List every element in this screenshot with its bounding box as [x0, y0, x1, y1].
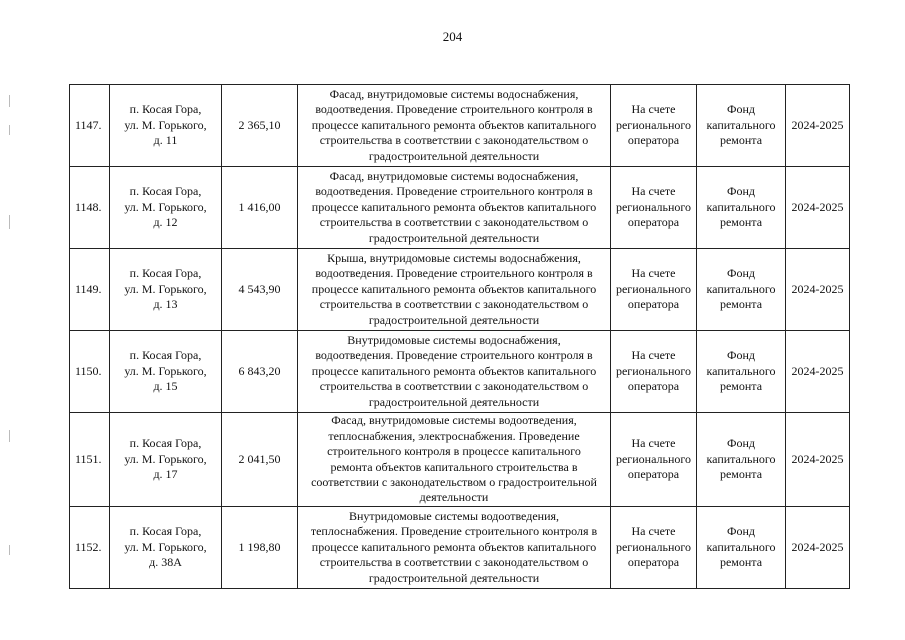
works-description-cell: [298, 507, 611, 589]
address-cell-line: п. Косая Гора,: [129, 436, 202, 451]
account-cell-line: регионального: [615, 363, 692, 378]
table-row: [70, 85, 850, 167]
account-cell-line: регионального: [615, 539, 692, 554]
address-cell: [110, 413, 222, 507]
margin-mark: [9, 545, 10, 555]
funding-source-cell-line: капитального: [706, 539, 776, 554]
account-cell: [611, 331, 697, 413]
works-description-cell-line: градостроительной деятельности: [368, 148, 540, 163]
address-cell: [110, 331, 222, 413]
account-cell-line: оператора: [627, 555, 680, 570]
account-cell: [611, 249, 697, 331]
funding-source-cell-line: капитального: [706, 117, 776, 132]
works-description-cell-line: Фасад, внутридомовые системы водоотведения,: [331, 413, 577, 428]
works-description-cell-line: строительного контроля в процессе капитального: [327, 444, 581, 459]
works-description-cell-line: строительства в соответствии с законодательством о: [319, 133, 589, 148]
address-cell-line: п. Косая Гора,: [129, 266, 202, 281]
account-cell-line: На счете: [631, 524, 676, 539]
margin-mark: [9, 430, 10, 442]
account-cell-line: На счете: [631, 436, 676, 451]
funding-source-cell-line: капитального: [706, 281, 776, 296]
address-cell-line: ул. М. Горького,: [124, 451, 207, 466]
account-cell-line: На счете: [631, 348, 676, 363]
cost-cell: 1 416,00: [222, 167, 298, 249]
cost-cell: 2 041,50: [222, 413, 298, 507]
period-cell: 2024-2025: [786, 85, 850, 167]
address-cell-line: д. 11: [153, 133, 178, 148]
works-description-cell-line: процессе капитального ремонта объектов капитального: [311, 539, 597, 554]
cost-cell: 6 843,20: [222, 331, 298, 413]
works-description-cell-line: водоотведения. Проведение строительного контроля в: [315, 184, 593, 199]
works-description-cell-line: градостроительной деятельности: [368, 394, 540, 409]
funding-source-cell-line: Фонд: [726, 348, 755, 363]
funding-source-cell: [697, 507, 786, 589]
account-cell: [611, 167, 697, 249]
margin-mark: [9, 215, 10, 229]
period-cell: 2024-2025: [786, 331, 850, 413]
row-number: 1148.: [70, 167, 110, 249]
address-cell: [110, 167, 222, 249]
account-cell-line: оператора: [627, 467, 680, 482]
works-description-cell-line: водоотведения. Проведение строительного контроля в: [315, 348, 593, 363]
works-description-cell-line: градостроительной деятельности: [368, 570, 540, 585]
row-number: 1149.: [70, 249, 110, 331]
account-cell-line: оператора: [627, 133, 680, 148]
address-cell-line: ул. М. Горького,: [124, 117, 207, 132]
margin-mark: [9, 95, 10, 107]
funding-source-cell-line: ремонта: [719, 555, 763, 570]
table-row: [70, 413, 850, 507]
address-cell-line: д. 13: [153, 297, 178, 312]
table-row: [70, 249, 850, 331]
account-cell-line: оператора: [627, 379, 680, 394]
page-number: 204: [442, 29, 463, 44]
account-cell-line: На счете: [631, 266, 676, 281]
works-description-cell-line: теплоснабжения, электроснабжения. Проведение: [328, 428, 580, 443]
address-cell-line: ул. М. Горького,: [124, 281, 207, 296]
funding-source-cell-line: капитального: [706, 451, 776, 466]
address-cell: [110, 85, 222, 167]
address-cell: [110, 249, 222, 331]
address-cell: [110, 507, 222, 589]
works-description-cell-line: теплоснабжения. Проведение строительного контроля в: [310, 524, 598, 539]
works-description-cell-line: деятельности: [419, 490, 489, 505]
works-description-cell-line: процессе капитального ремонта объектов капитального: [311, 199, 597, 214]
address-cell-line: ул. М. Горького,: [124, 199, 207, 214]
funding-source-cell: [697, 167, 786, 249]
works-description-cell-line: водоотведения. Проведение строительного контроля в: [315, 102, 593, 117]
period-cell: 2024-2025: [786, 249, 850, 331]
works-description-cell-line: процессе капитального ремонта объектов капитального: [311, 117, 597, 132]
account-cell-line: На счете: [631, 184, 676, 199]
funding-source-cell: [697, 249, 786, 331]
account-cell-line: оператора: [627, 215, 680, 230]
account-cell-line: регионального: [615, 199, 692, 214]
funding-source-cell: [697, 331, 786, 413]
margin-mark: [9, 125, 10, 135]
works-description-cell-line: строительства в соответствии с законодательством о: [319, 379, 589, 394]
works-description-cell: [298, 249, 611, 331]
cost-cell: 2 365,10: [222, 85, 298, 167]
works-description-cell-line: Внутридомовые системы водоснабжения,: [347, 332, 561, 347]
funding-source-cell: [697, 413, 786, 507]
funding-source-cell-line: Фонд: [726, 436, 755, 451]
works-description-cell-line: Крыша, внутридомовые системы водоснабжения,: [327, 250, 581, 265]
account-cell-line: регионального: [615, 281, 692, 296]
row-number: 1151.: [70, 413, 110, 507]
table-row: [70, 167, 850, 249]
funding-source-cell-line: капитального: [706, 199, 776, 214]
period-cell: 2024-2025: [786, 167, 850, 249]
funding-source-cell-line: Фонд: [726, 184, 755, 199]
works-description-cell-line: Фасад, внутридомовые системы водоснабжения,: [329, 86, 579, 101]
funding-source-cell-line: капитального: [706, 363, 776, 378]
row-number: 1147.: [70, 85, 110, 167]
funding-source-cell-line: ремонта: [719, 133, 763, 148]
funding-source-cell-line: ремонта: [719, 297, 763, 312]
period-cell: 2024-2025: [786, 507, 850, 589]
works-description-cell-line: процессе капитального ремонта объектов капитального: [311, 281, 597, 296]
works-description-cell-line: Внутридомовые системы водоотведения,: [348, 508, 560, 523]
account-cell-line: оператора: [627, 297, 680, 312]
account-cell-line: регионального: [615, 451, 692, 466]
works-description-cell: [298, 331, 611, 413]
table-row: [70, 331, 850, 413]
address-cell-line: ул. М. Горького,: [124, 363, 207, 378]
address-cell-line: д. 15: [153, 379, 178, 394]
account-cell: [611, 507, 697, 589]
period-cell: 2024-2025: [786, 413, 850, 507]
works-description-cell-line: строительства в соответствии с законодательством о: [319, 555, 589, 570]
funding-source-cell-line: ремонта: [719, 215, 763, 230]
funding-source-cell-line: Фонд: [726, 266, 755, 281]
address-cell-line: п. Косая Гора,: [129, 348, 202, 363]
address-cell-line: ул. М. Горького,: [124, 539, 207, 554]
address-cell-line: д. 17: [153, 467, 178, 482]
funding-source-cell-line: Фонд: [726, 102, 755, 117]
works-description-cell-line: строительства в соответствии с законодательством о: [319, 297, 589, 312]
works-description-cell-line: Фасад, внутридомовые системы водоснабжения,: [329, 168, 579, 183]
works-description-cell-line: строительства в соответствии с законодательством о: [319, 215, 589, 230]
cost-cell: 1 198,80: [222, 507, 298, 589]
funding-source-cell: [697, 85, 786, 167]
repair-schedule-table: [69, 84, 850, 589]
address-cell-line: д. 12: [153, 215, 178, 230]
account-cell-line: регионального: [615, 117, 692, 132]
address-cell-line: д. 38А: [149, 555, 182, 570]
account-cell-line: На счете: [631, 102, 676, 117]
works-description-cell-line: процессе капитального ремонта объектов капитального: [311, 363, 597, 378]
works-description-cell: [298, 167, 611, 249]
funding-source-cell-line: Фонд: [726, 524, 755, 539]
address-cell-line: п. Косая Гора,: [129, 102, 202, 117]
funding-source-cell-line: ремонта: [719, 467, 763, 482]
works-description-cell: [298, 85, 611, 167]
row-number: 1150.: [70, 331, 110, 413]
works-description-cell: [298, 413, 611, 507]
row-number: 1152.: [70, 507, 110, 589]
works-description-cell-line: ремонта объектов капитального строительства в: [330, 459, 578, 474]
works-description-cell-line: градостроительной деятельности: [368, 230, 540, 245]
works-description-cell-line: соответствии с законодательством о градостроительной: [311, 474, 597, 489]
table-body: [70, 85, 850, 589]
address-cell-line: п. Косая Гора,: [129, 184, 202, 199]
address-cell-line: п. Косая Гора,: [129, 524, 202, 539]
table-row: [70, 507, 850, 589]
account-cell: [611, 413, 697, 507]
works-description-cell-line: водоотведения. Проведение строительного контроля в: [315, 266, 593, 281]
cost-cell: 4 543,90: [222, 249, 298, 331]
works-description-cell-line: градостроительной деятельности: [368, 312, 540, 327]
funding-source-cell-line: ремонта: [719, 379, 763, 394]
account-cell: [611, 85, 697, 167]
